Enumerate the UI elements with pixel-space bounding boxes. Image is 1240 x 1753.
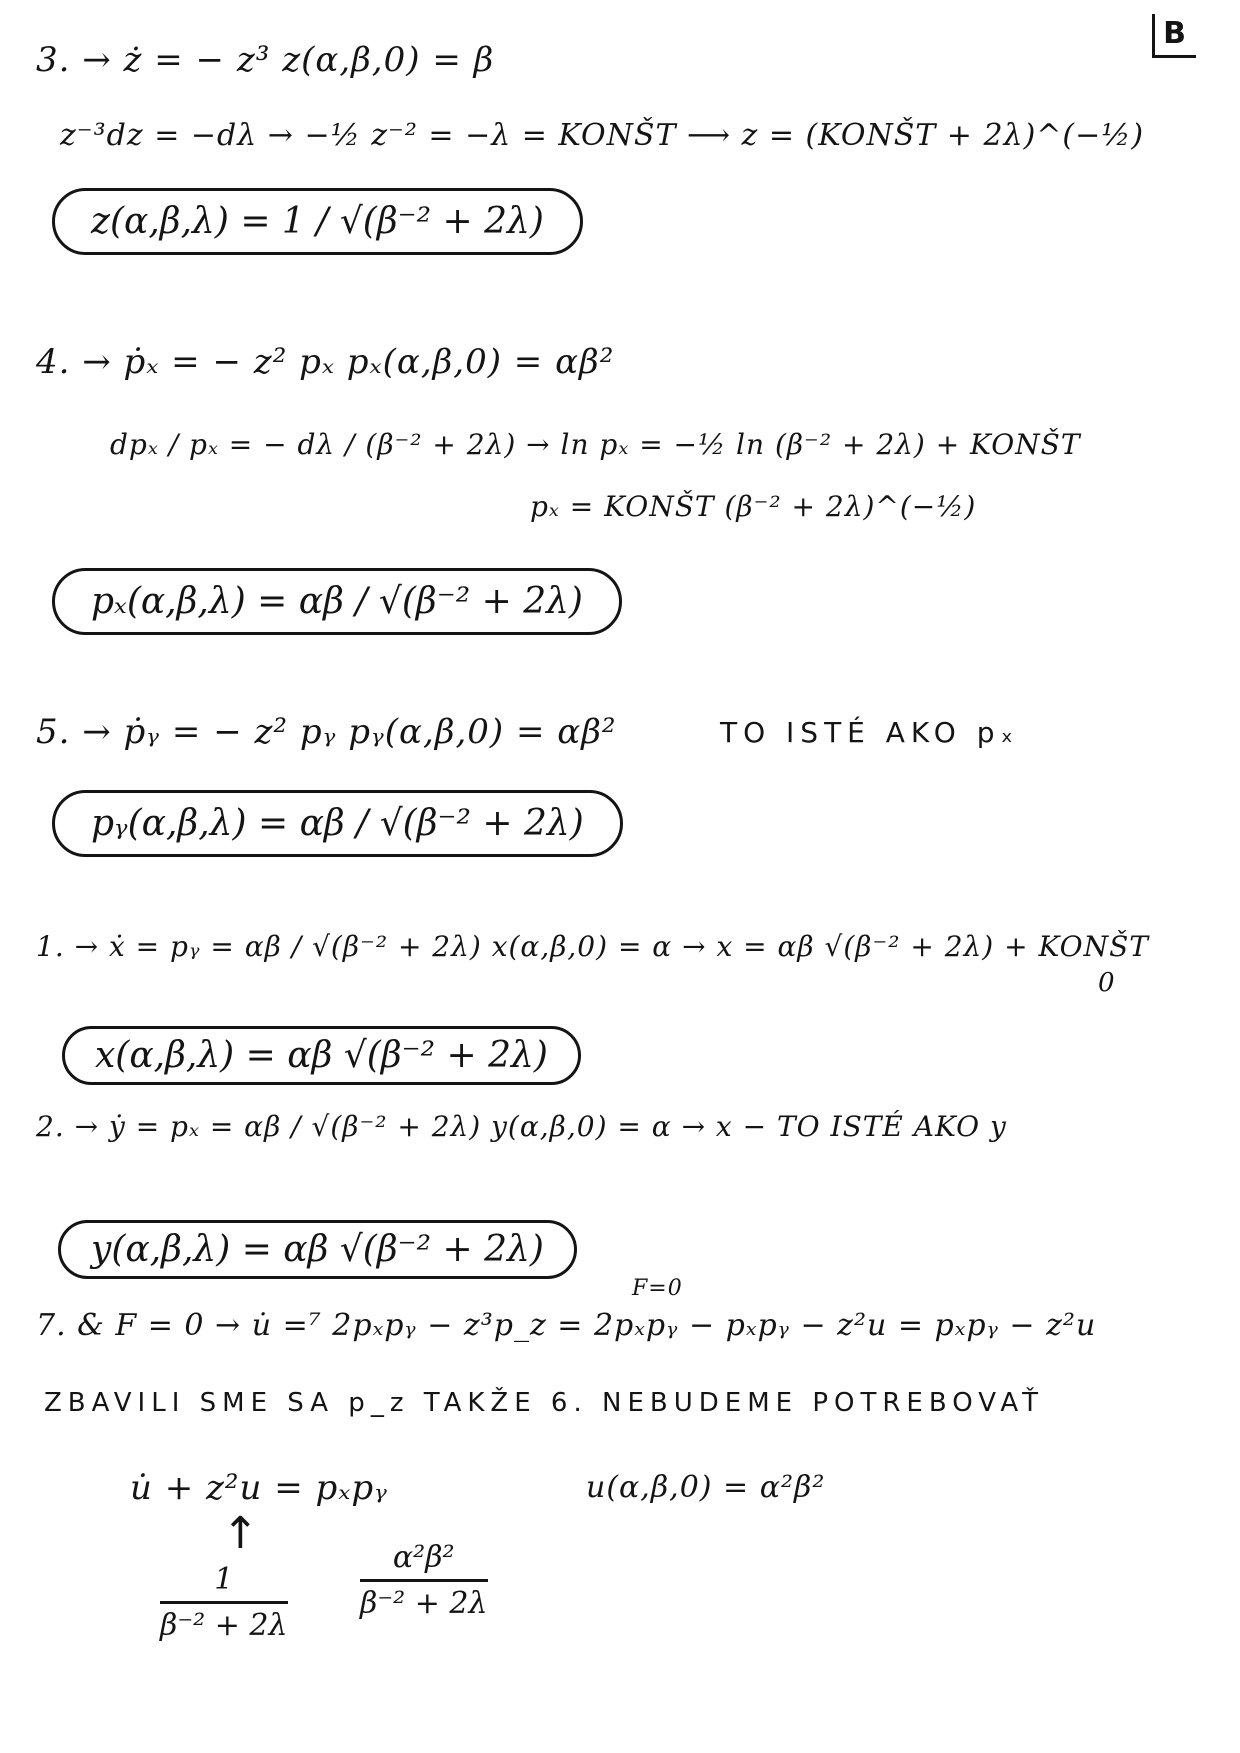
section-7-equation: 7. & F = 0 → u̇ =⁷ 2pₓpᵧ − z³p_z = 2pₓpᵧ − pₓpᵧ − z²u = pₓpᵧ − z²u: [36, 1308, 1097, 1343]
page-corner-label: B: [1152, 14, 1196, 58]
rhs-denominator: β⁻² + 2λ: [360, 1586, 488, 1621]
section-5-result-box: pᵧ(α,β,λ) = αβ / √(β⁻² + 2λ): [52, 790, 623, 857]
section-4-equation: 4. → ṗₓ = − z² pₓ pₓ(α,β,0) = αβ²: [36, 342, 615, 382]
section-4-derivation-1: dpₓ / pₓ = − dλ / (β⁻² + 2λ) → ln pₓ = −½ ln (β⁻² + 2λ) + KONŠT: [110, 428, 1081, 461]
rhs-fraction: [360, 1540, 488, 1621]
final-equation: u̇ + z²u = pₓpᵧ: [130, 1468, 388, 1508]
coefficient-denominator: β⁻² + 2λ: [160, 1608, 288, 1643]
section-2-equation: 2. → ẏ = pₓ = αβ / √(β⁻² + 2λ) y(α,β,0) = α → x − TO ISTÉ AKO y: [36, 1110, 1007, 1143]
coefficient-fraction: [160, 1562, 288, 1643]
section-7-f-zero-label: F=0: [632, 1276, 683, 1301]
rhs-numerator: α²β²: [360, 1540, 488, 1582]
section-1-equation: 1. → ẋ = pᵧ = αβ / √(β⁻² + 2λ) x(α,β,0) = α → x = αβ √(β⁻² + 2λ) + KONŠT: [36, 930, 1149, 963]
section-1-result-box: x(α,β,λ) = αβ √(β⁻² + 2λ): [62, 1026, 581, 1085]
section-1-constant-value: 0: [1098, 968, 1116, 998]
coefficient-numerator: 1: [160, 1562, 288, 1604]
section-5-note: TO ISTÉ AKO pₓ: [720, 716, 1019, 749]
section-2-result-box: y(α,β,λ) = αβ √(β⁻² + 2λ): [58, 1220, 577, 1279]
arrow-up-icon: ↑: [222, 1508, 259, 1559]
section-5-equation: 5. → ṗᵧ = − z² pᵧ pᵧ(α,β,0) = αβ²: [36, 712, 617, 752]
note-line: ZBAVILI SME SA p_z TAKŽE 6. NEBUDEME POTREBOVAŤ: [44, 1388, 1044, 1418]
section-4-result-box: pₓ(α,β,λ) = αβ / √(β⁻² + 2λ): [52, 568, 622, 635]
final-initial-condition: u(α,β,0) = α²β²: [586, 1470, 826, 1505]
section-3-derivation: z⁻³dz = −dλ → −½ z⁻² = −λ = KONŠT ⟶ z = (KONŠT + 2λ)^(−½): [60, 118, 1145, 153]
section-3-result-box: z(α,β,λ) = 1 / √(β⁻² + 2λ): [52, 188, 583, 255]
section-4-derivation-2: pₓ = KONŠT (β⁻² + 2λ)^(−½): [530, 490, 977, 523]
section-3-equation: 3. → ż = − z³ z(α,β,0) = β: [36, 40, 495, 80]
